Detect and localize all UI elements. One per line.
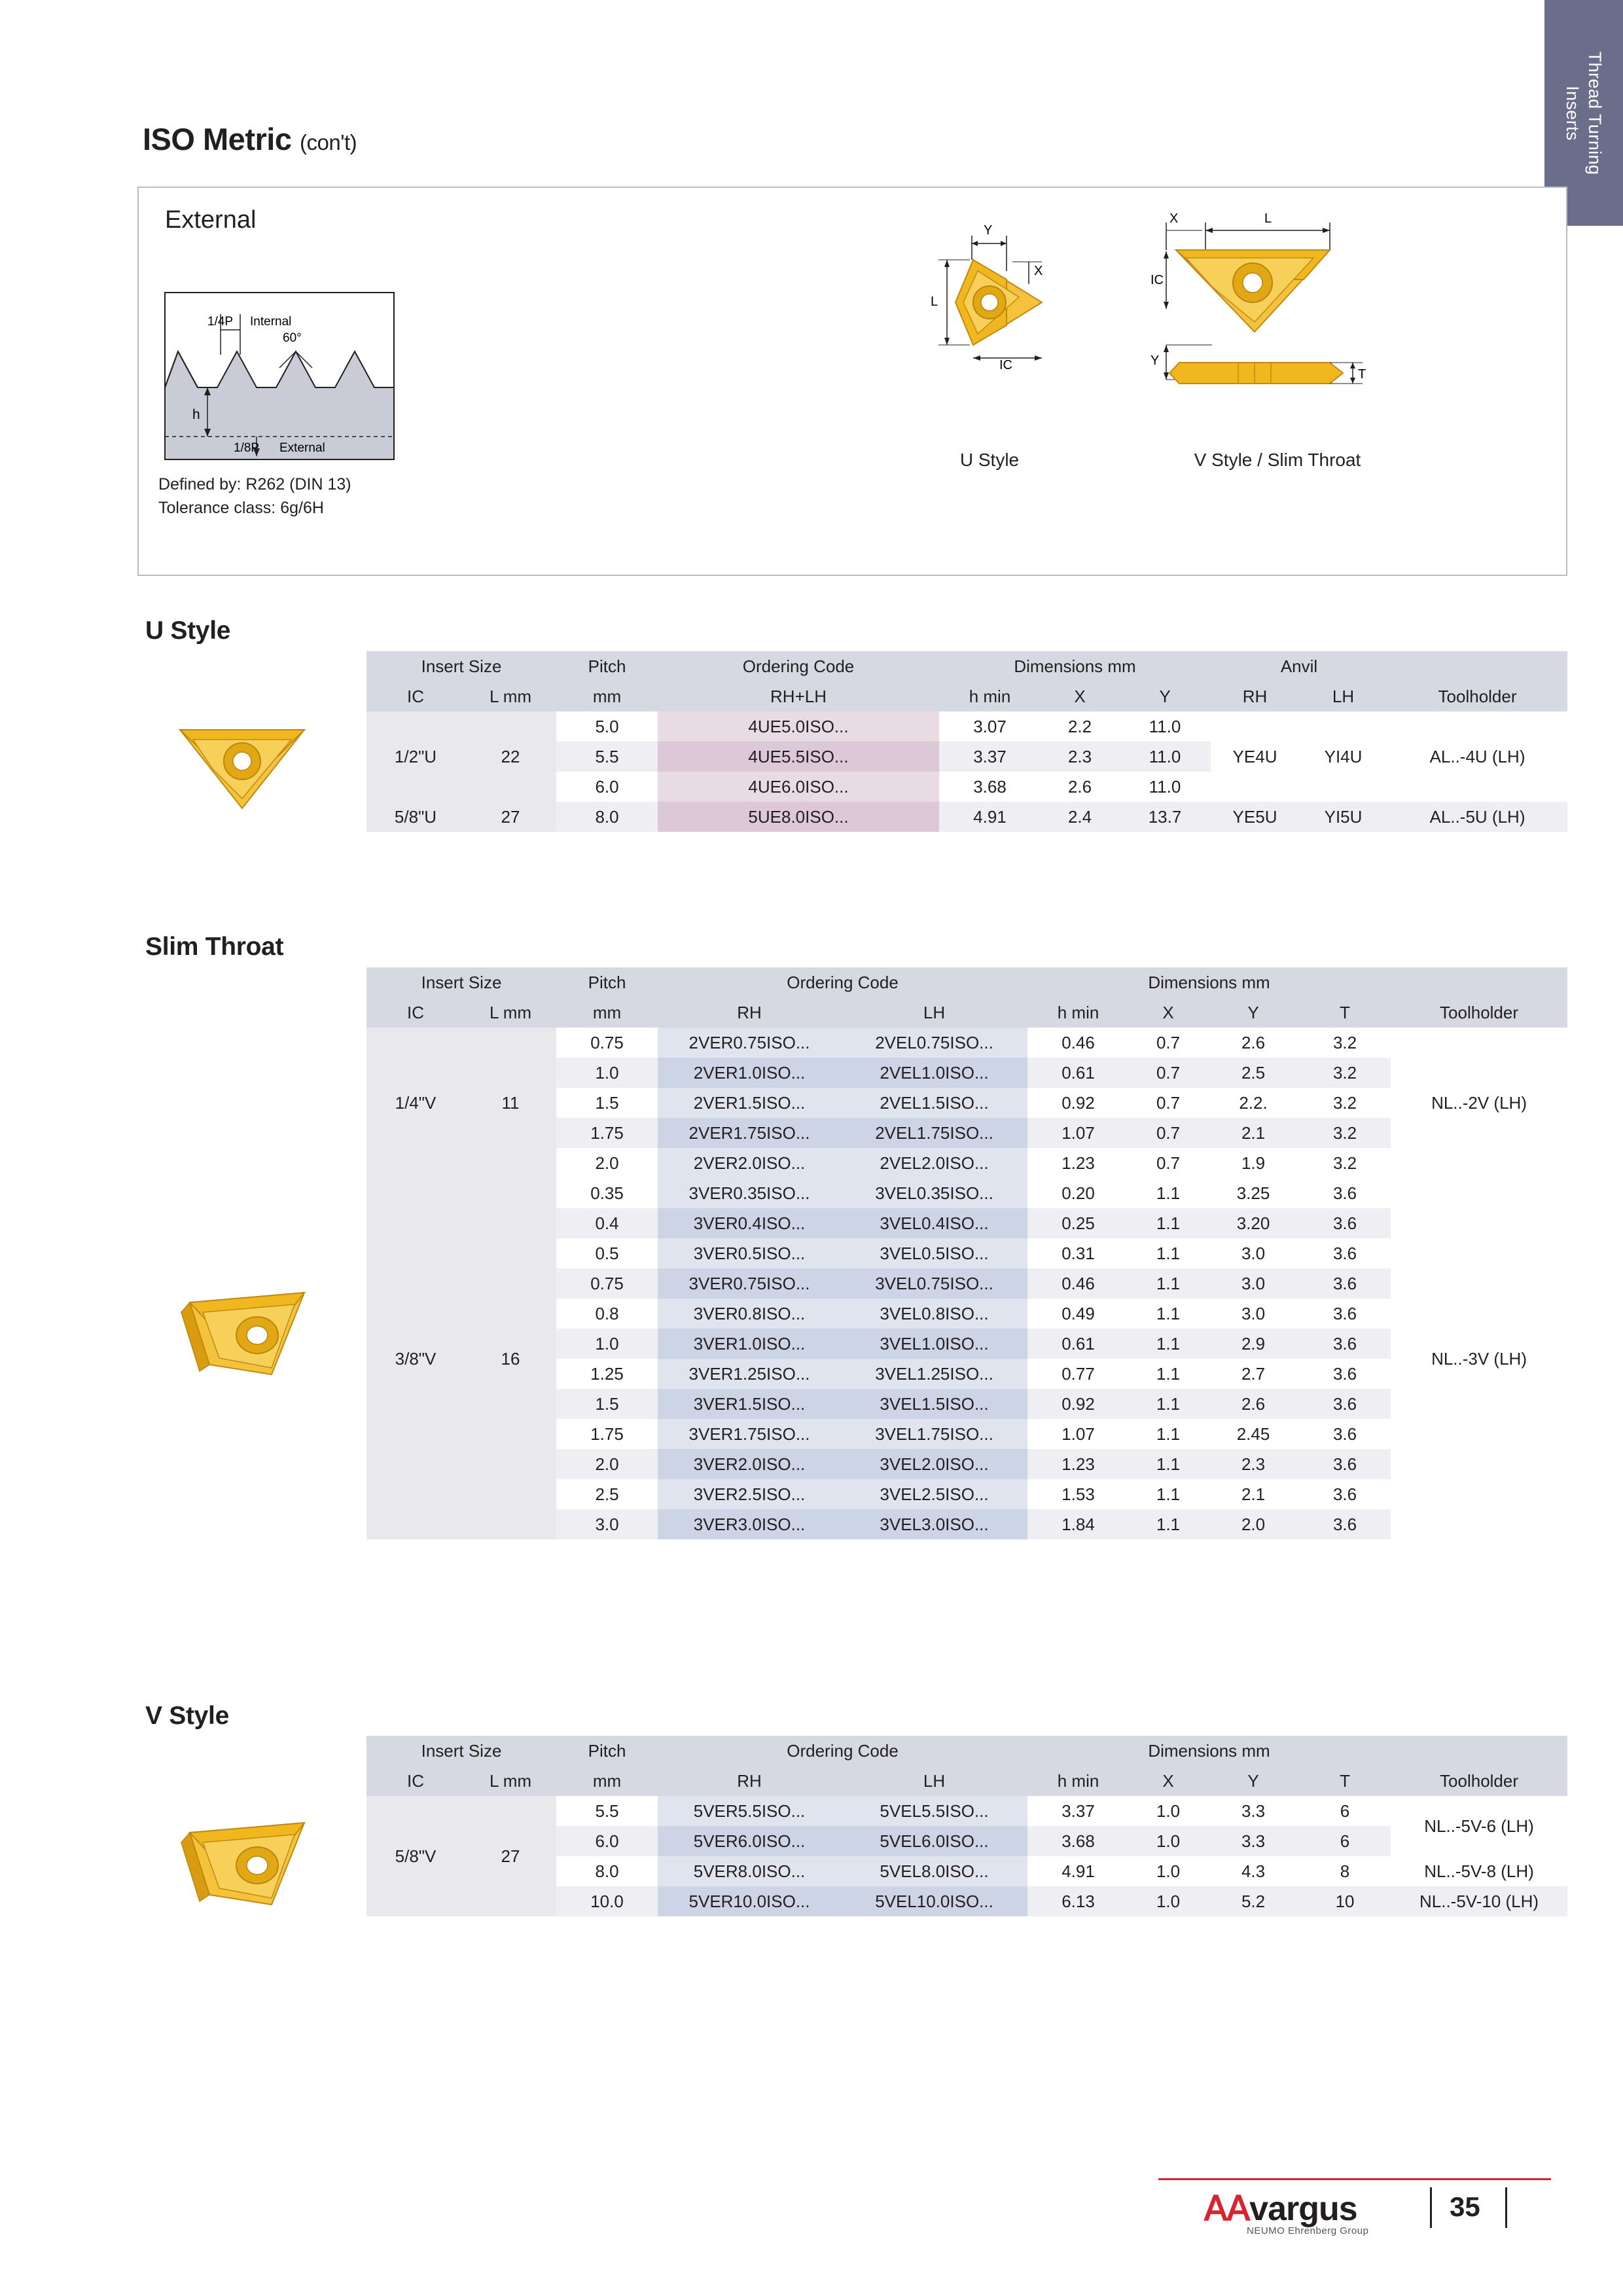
slim-g2-10-hmin: 1.53: [1061, 1484, 1095, 1504]
slim-g2-7-y: 2.6: [1241, 1393, 1266, 1414]
slim-g2-4-rh: 3VER0.8ISO...: [658, 1299, 841, 1329]
slim-g2-1-rh: 3VER0.4ISO...: [658, 1208, 841, 1238]
slim-throat-heading: Slim Throat: [145, 933, 284, 961]
slim-g2-7-hmin: 0.92: [1061, 1393, 1095, 1414]
slim-g2-6-pitch: 1.25: [590, 1363, 624, 1384]
slim-g1-2-x: 0.7: [1156, 1092, 1181, 1113]
v-3-y: 5.2: [1241, 1891, 1266, 1911]
u-r3-x: 2.4: [1067, 806, 1092, 827]
slim-g2-11-pitch: 3.0: [595, 1514, 619, 1534]
v-style-figure: [1140, 211, 1402, 430]
slim-g2-7-rh: 3VER1.5ISO...: [658, 1389, 841, 1419]
slim-g2-2-rh: 3VER0.5ISO...: [658, 1238, 841, 1268]
u-group-pitch: Pitch: [556, 651, 658, 681]
slim-g2-2-t: 3.6: [1332, 1243, 1357, 1263]
slim-g2-0-t: 3.6: [1332, 1183, 1357, 1203]
v-col-t: T: [1299, 1766, 1391, 1796]
slim-g1-1-y: 2.5: [1241, 1062, 1266, 1083]
svg-text:L: L: [931, 295, 938, 309]
u-r0-code: 4UE5.0ISO...: [658, 711, 939, 742]
slim-g2-6-lh: 3VEL1.25ISO...: [841, 1359, 1027, 1389]
slim-g2-0-rh: 3VER0.35ISO...: [658, 1178, 841, 1208]
slim-g2-4-pitch: 0.8: [595, 1303, 619, 1323]
slim-g2-0-lh: 3VEL0.35ISO...: [841, 1178, 1027, 1208]
side-tab-line2: Inserts: [1563, 85, 1582, 141]
slim-g2-3-hmin: 0.46: [1061, 1273, 1095, 1293]
slim-g1-l: 11: [465, 1028, 556, 1178]
u-col-lh: LH: [1299, 681, 1387, 711]
slim-g1-0-pitch: 0.75: [590, 1032, 624, 1052]
slim-g2-9-y: 2.3: [1241, 1454, 1266, 1474]
slim-col-y: Y: [1207, 997, 1299, 1028]
slim-col-ic: IC: [366, 997, 465, 1028]
slim-g2-8-y: 2.45: [1236, 1424, 1270, 1444]
slim-g2-3-x: 1.1: [1156, 1273, 1181, 1293]
slim-g2-11-rh: 3VER3.0ISO...: [658, 1509, 841, 1539]
slim-g1-1-x: 0.7: [1156, 1062, 1181, 1083]
v-group-insert-size: Insert Size: [366, 1736, 556, 1766]
slim-g1-1-lh: 2VEL1.0ISO...: [841, 1058, 1027, 1088]
page-title-sub: (con't): [300, 130, 357, 154]
slim-g2-4-t: 3.6: [1332, 1303, 1357, 1323]
v-group-blank: [1391, 1736, 1567, 1766]
slim-g2-10-rh: 3VER2.5ISO...: [658, 1479, 841, 1509]
slim-g2-l: 16: [465, 1178, 556, 1539]
slim-g1-3-y: 2.1: [1241, 1122, 1266, 1143]
u-col-y: Y: [1119, 681, 1211, 711]
v-tool-3: NL..-5V-10 (LH): [1419, 1891, 1539, 1911]
slim-g1-1-pitch: 1.0: [595, 1062, 619, 1083]
slim-g2-1-pitch: 0.4: [595, 1213, 619, 1233]
v-0-pitch: 5.5: [595, 1801, 619, 1821]
u-col-mm: mm: [556, 681, 658, 711]
v-col-mm: mm: [556, 1766, 658, 1796]
v-3-lh: 5VEL10.0ISO...: [841, 1886, 1027, 1916]
u-group-blank: [1387, 651, 1567, 681]
slim-g2-2-y: 3.0: [1241, 1243, 1266, 1263]
table-row: [366, 711, 1567, 742]
u-r2-code: 4UE6.0ISO...: [658, 772, 939, 802]
v-0-lh: 5VEL5.5ISO...: [841, 1796, 1027, 1826]
slim-g2-6-x: 1.1: [1156, 1363, 1181, 1384]
svg-text:h: h: [192, 407, 200, 422]
tolerance-line: Tolerance class: 6g/6H: [158, 499, 324, 517]
slim-g2-11-hmin: 1.84: [1061, 1514, 1095, 1534]
slim-g2-8-rh: 3VER1.75ISO...: [658, 1419, 841, 1449]
slim-g2-0-hmin: 0.20: [1061, 1183, 1095, 1203]
svg-text:X: X: [1169, 211, 1179, 226]
v-col-rh: RH: [658, 1766, 841, 1796]
slim-g2-7-t: 3.6: [1332, 1393, 1357, 1414]
svg-text:Y: Y: [1150, 353, 1160, 368]
slim-g2-6-t: 3.6: [1332, 1363, 1357, 1384]
u-r1-hmin: 3.37: [973, 746, 1007, 766]
u-r0-tool: AL..-4U (LH): [1429, 746, 1525, 766]
slim-g1-1-rh: 2VER1.0ISO...: [658, 1058, 841, 1088]
v-group-pitch: Pitch: [556, 1736, 658, 1766]
svg-text:Internal: Internal: [250, 315, 292, 329]
logo-text: vargus: [1249, 2190, 1357, 2228]
slim-g1-0-x: 0.7: [1156, 1032, 1181, 1052]
slim-g1-4-t: 3.2: [1332, 1153, 1357, 1173]
v-1-rh: 5VER6.0ISO...: [658, 1826, 841, 1856]
v-col-x: X: [1129, 1766, 1207, 1796]
v-col-lh: LH: [841, 1766, 1027, 1796]
svg-text:X: X: [1034, 264, 1043, 278]
u-r1-x: 2.3: [1067, 746, 1092, 766]
v-group-ordering-code: Ordering Code: [658, 1736, 1027, 1766]
slim-g1-3-t: 3.2: [1332, 1122, 1357, 1143]
v-col-hmin: h min: [1027, 1766, 1129, 1796]
slim-g1-2-pitch: 1.5: [595, 1092, 619, 1113]
v-col-ic: IC: [366, 1766, 465, 1796]
slim-g1-toolholder: NL..-2V (LH): [1431, 1092, 1527, 1113]
v-2-t: 8: [1340, 1861, 1350, 1881]
slim-g1-0-rh: 2VER0.75ISO...: [658, 1028, 841, 1058]
thread-profile-diagram: [158, 289, 401, 466]
slim-g1-0-lh: 2VEL0.75ISO...: [841, 1028, 1027, 1058]
slim-g2-2-hmin: 0.31: [1061, 1243, 1095, 1263]
v-col-l: L mm: [465, 1766, 556, 1796]
page-number-divider-right: [1505, 2187, 1507, 2228]
slim-g1-1-hmin: 0.61: [1061, 1062, 1095, 1083]
u-style-caption: U Style: [959, 450, 1020, 470]
u-r0-ic: 1/2"U: [366, 711, 465, 802]
slim-group-insert-size: Insert Size: [366, 967, 556, 997]
v-1-hmin: 3.68: [1061, 1831, 1095, 1851]
slim-g1-4-hmin: 1.23: [1061, 1153, 1095, 1173]
u-r3-tool: AL..-5U (LH): [1429, 806, 1525, 827]
v-1-y: 3.3: [1241, 1831, 1266, 1851]
u-r3-y: 13.7: [1148, 806, 1182, 827]
slim-g2-8-lh: 3VEL1.75ISO...: [841, 1419, 1027, 1449]
slim-g2-3-y: 3.0: [1241, 1273, 1266, 1293]
slim-group-pitch: Pitch: [556, 967, 658, 997]
slim-g1-0-y: 2.6: [1241, 1032, 1266, 1052]
u-r1-y: 11.0: [1149, 746, 1181, 766]
slim-g1-2-hmin: 0.92: [1061, 1092, 1095, 1113]
slim-g2-7-pitch: 1.5: [595, 1393, 619, 1414]
page-title-main: ISO Metric: [143, 122, 292, 156]
slim-g2-5-lh: 3VEL1.0ISO...: [841, 1329, 1027, 1359]
u-col-hmin: h min: [939, 681, 1041, 711]
slim-g1-3-lh: 2VEL1.75ISO...: [841, 1118, 1027, 1148]
v-0-hmin: 3.37: [1061, 1801, 1095, 1821]
u-style-heading: U Style: [145, 617, 231, 645]
u-col-toolholder: Toolholder: [1387, 681, 1567, 711]
u-r1-code: 4UE5.5ISO...: [658, 742, 939, 772]
slim-g1-4-x: 0.7: [1156, 1153, 1181, 1173]
slim-g1-4-pitch: 2.0: [595, 1153, 619, 1173]
v-table-header-row: [366, 1766, 1567, 1796]
slim-col-hmin: h min: [1027, 997, 1129, 1028]
v-style-insert-image: [173, 1797, 330, 1931]
svg-text:IC: IC: [1150, 273, 1164, 287]
slim-col-toolholder: Toolholder: [1391, 997, 1567, 1028]
slim-g2-1-lh: 3VEL0.4ISO...: [841, 1208, 1027, 1238]
v-col-y: Y: [1207, 1766, 1299, 1796]
u-r2-pitch: 6.0: [595, 776, 619, 797]
slim-g1-2-y: 2.2.: [1239, 1092, 1268, 1113]
slim-throat-insert-image: [173, 1266, 330, 1401]
slim-col-t: T: [1299, 997, 1391, 1028]
slim-g2-2-x: 1.1: [1156, 1243, 1181, 1263]
svg-text:1/8P: 1/8P: [234, 441, 260, 455]
slim-g2-9-rh: 3VER2.0ISO...: [658, 1449, 841, 1479]
u-r2-y: 11.0: [1149, 776, 1181, 797]
slim-g2-5-y: 2.9: [1241, 1333, 1266, 1354]
slim-g2-9-hmin: 1.23: [1061, 1454, 1095, 1474]
slim-g1-0-hmin: 0.46: [1061, 1032, 1095, 1052]
slim-group-ordering-code: Ordering Code: [658, 967, 1027, 997]
slim-g2-10-x: 1.1: [1156, 1484, 1181, 1504]
slim-g2-0-y: 3.25: [1236, 1183, 1270, 1203]
v-ic: 5/8"V: [366, 1796, 465, 1916]
slim-g2-7-x: 1.1: [1156, 1393, 1181, 1414]
v-table-group-header-row: [366, 1736, 1567, 1766]
slim-col-l: L mm: [465, 997, 556, 1028]
slim-g2-9-lh: 3VEL2.0ISO...: [841, 1449, 1027, 1479]
external-panel: [137, 187, 1567, 576]
v-3-pitch: 10.0: [590, 1891, 624, 1911]
slim-g1-1-t: 3.2: [1332, 1062, 1357, 1083]
u-r0-x: 2.2: [1067, 716, 1092, 736]
u-r3-l: 27: [465, 802, 556, 832]
slim-g2-10-pitch: 2.5: [595, 1484, 619, 1504]
slim-g2-0-x: 1.1: [1156, 1183, 1181, 1203]
v-l: 27: [465, 1796, 556, 1916]
table-row: [366, 1796, 1567, 1826]
v-0-y: 3.3: [1241, 1801, 1266, 1821]
u-group-insert-size: Insert Size: [366, 651, 556, 681]
u-r0-rh: YE4U: [1232, 746, 1277, 766]
v-group-dimensions: Dimensions mm: [1027, 1736, 1391, 1766]
page-title: [143, 121, 357, 157]
v-2-lh: 5VEL8.0ISO...: [841, 1856, 1027, 1886]
slim-g2-1-t: 3.6: [1332, 1213, 1357, 1233]
table-row: [366, 1028, 1567, 1058]
u-group-anvil: Anvil: [1211, 651, 1387, 681]
u-r1-pitch: 5.5: [595, 746, 619, 766]
slim-throat-table: [366, 967, 1567, 1539]
slim-g2-8-t: 3.6: [1332, 1424, 1357, 1444]
u-table-group-header-row: [366, 651, 1567, 681]
v-2-hmin: 4.91: [1061, 1861, 1095, 1881]
slim-g1-2-t: 3.2: [1332, 1092, 1357, 1113]
u-style-insert-image: [167, 704, 317, 825]
slim-g2-9-pitch: 2.0: [595, 1454, 619, 1474]
svg-text:IC: IC: [999, 358, 1012, 372]
u-r3-code: 5UE8.0ISO...: [658, 802, 939, 832]
slim-g2-11-t: 3.6: [1332, 1514, 1357, 1534]
slim-g2-6-hmin: 0.77: [1061, 1363, 1095, 1384]
slim-g2-8-x: 1.1: [1156, 1424, 1181, 1444]
u-r3-rh: YE5U: [1232, 806, 1277, 827]
v-2-x: 1.0: [1156, 1861, 1181, 1881]
slim-g2-1-x: 1.1: [1156, 1213, 1181, 1233]
slim-g2-4-lh: 3VEL0.8ISO...: [841, 1299, 1027, 1329]
slim-col-x: X: [1129, 997, 1207, 1028]
slim-g1-4-rh: 2VER2.0ISO...: [658, 1148, 841, 1178]
slim-g1-ic: 1/4"V: [366, 1028, 465, 1178]
v-2-rh: 5VER8.0ISO...: [658, 1856, 841, 1886]
footer-rule: [1158, 2178, 1551, 2180]
v-style-heading: V Style: [145, 1702, 229, 1730]
u-style-table: [366, 651, 1567, 832]
v-1-x: 1.0: [1156, 1831, 1181, 1851]
defined-by-text: [158, 473, 351, 520]
v-col-toolholder: Toolholder: [1391, 1766, 1567, 1796]
slim-g1-3-hmin: 1.07: [1061, 1122, 1095, 1143]
slim-g1-3-pitch: 1.75: [590, 1122, 624, 1143]
u-style-figure: [878, 224, 1101, 423]
u-r0-l: 22: [465, 711, 556, 802]
slim-g2-1-y: 3.20: [1236, 1213, 1270, 1233]
u-col-ic: IC: [366, 681, 465, 711]
v-3-x: 1.0: [1156, 1891, 1181, 1911]
slim-g1-2-rh: 2VER1.5ISO...: [658, 1088, 841, 1118]
slim-g2-11-y: 2.0: [1241, 1514, 1266, 1534]
svg-text:T: T: [1358, 367, 1366, 382]
slim-col-lh: LH: [841, 997, 1027, 1028]
slim-group-blank: [1391, 967, 1567, 997]
slim-g2-7-lh: 3VEL1.5ISO...: [841, 1389, 1027, 1419]
v-3-rh: 5VER10.0ISO...: [658, 1886, 841, 1916]
v-0-t: 6: [1340, 1801, 1350, 1821]
slim-g2-5-rh: 3VER1.0ISO...: [658, 1329, 841, 1359]
svg-text:1/4P: 1/4P: [207, 315, 234, 329]
slim-g2-10-lh: 3VEL2.5ISO...: [841, 1479, 1027, 1509]
slim-g2-4-x: 1.1: [1156, 1303, 1181, 1323]
slim-g2-5-hmin: 0.61: [1061, 1333, 1095, 1354]
slim-g2-ic: 3/8"V: [366, 1178, 465, 1539]
v-style-caption: V Style / Slim Throat: [1194, 450, 1361, 470]
slim-g2-1-hmin: 0.25: [1061, 1213, 1095, 1233]
slim-g2-0-pitch: 0.35: [590, 1183, 624, 1203]
v-3-t: 10: [1335, 1891, 1355, 1911]
slim-g2-10-y: 2.1: [1241, 1484, 1266, 1504]
u-r2-x: 2.6: [1067, 776, 1092, 797]
u-group-ordering-code: Ordering Code: [658, 651, 939, 681]
slim-g2-5-pitch: 1.0: [595, 1333, 619, 1354]
slim-g2-3-lh: 3VEL0.75ISO...: [841, 1268, 1027, 1299]
slim-g2-2-lh: 3VEL0.5ISO...: [841, 1238, 1027, 1268]
u-group-dimensions: Dimensions mm: [939, 651, 1211, 681]
slim-group-dimensions: Dimensions mm: [1027, 967, 1391, 997]
slim-g2-6-y: 2.7: [1241, 1363, 1266, 1384]
u-col-l: L mm: [465, 681, 556, 711]
u-col-x: X: [1041, 681, 1119, 711]
u-col-rh: RH: [1211, 681, 1299, 711]
slim-g2-9-t: 3.6: [1332, 1454, 1357, 1474]
svg-text:60°: 60°: [283, 331, 302, 345]
slim-g2-10-t: 3.6: [1332, 1484, 1357, 1504]
v-tool-0: NL..-5V-6 (LH): [1424, 1816, 1534, 1836]
page-number-divider: [1430, 2187, 1432, 2228]
u-r0-lh: YI4U: [1324, 746, 1363, 766]
slim-g1-0-t: 3.2: [1332, 1032, 1357, 1052]
slim-g1-4-y: 1.9: [1241, 1153, 1266, 1173]
v-tool-2: NL..-5V-8 (LH): [1424, 1861, 1534, 1881]
slim-g2-3-pitch: 0.75: [590, 1273, 624, 1293]
v-3-hmin: 6.13: [1061, 1891, 1095, 1911]
u-r2-hmin: 3.68: [973, 776, 1007, 797]
slim-g2-3-t: 3.6: [1332, 1273, 1357, 1293]
slim-g2-8-pitch: 1.75: [590, 1424, 624, 1444]
svg-text:Y: Y: [984, 224, 993, 238]
slim-table-group-header-row: [366, 967, 1567, 997]
side-tab-text: [1561, 51, 1606, 175]
slim-col-mm: mm: [556, 997, 658, 1028]
slim-g1-3-rh: 2VER1.75ISO...: [658, 1118, 841, 1148]
v-0-rh: 5VER5.5ISO...: [658, 1796, 841, 1826]
vargus-logo: [1204, 2189, 1357, 2229]
u-r3-lh: YI5U: [1324, 806, 1363, 827]
v-0-x: 1.0: [1156, 1801, 1181, 1821]
slim-g1-3-x: 0.7: [1156, 1122, 1181, 1143]
v-2-pitch: 8.0: [595, 1861, 619, 1881]
slim-g2-4-y: 3.0: [1241, 1303, 1266, 1323]
slim-g2-8-hmin: 1.07: [1061, 1424, 1095, 1444]
u-r0-y: 11.0: [1149, 716, 1181, 736]
u-table-header-row: [366, 681, 1567, 711]
slim-g2-11-lh: 3VEL3.0ISO...: [841, 1509, 1027, 1539]
logo-mark: 𝖠𝖠: [1204, 2190, 1250, 2228]
slim-table-header-row: [366, 997, 1567, 1028]
u-r3-pitch: 8.0: [595, 806, 619, 827]
slim-g2-9-x: 1.1: [1156, 1454, 1181, 1474]
u-r0-hmin: 3.07: [973, 716, 1007, 736]
slim-g2-4-hmin: 0.49: [1061, 1303, 1095, 1323]
slim-g2-2-pitch: 0.5: [595, 1243, 619, 1263]
u-col-rhlh: RH+LH: [658, 681, 939, 711]
slim-col-rh: RH: [658, 997, 841, 1028]
svg-text:External: External: [279, 441, 325, 455]
slim-g2-11-x: 1.1: [1156, 1514, 1181, 1534]
external-heading: External: [165, 206, 257, 234]
slim-g2-toolholder: NL..-3V (LH): [1431, 1348, 1527, 1369]
v-1-t: 6: [1340, 1831, 1350, 1851]
svg-text:L: L: [1264, 211, 1272, 226]
side-tab-line1: Thread Turning: [1585, 51, 1605, 175]
table-row: [366, 802, 1567, 832]
table-row: [366, 1178, 1567, 1208]
slim-g2-5-t: 3.6: [1332, 1333, 1357, 1354]
slim-g2-6-rh: 3VER1.25ISO...: [658, 1359, 841, 1389]
slim-g1-4-lh: 2VEL2.0ISO...: [841, 1148, 1027, 1178]
slim-g2-3-rh: 3VER0.75ISO...: [658, 1268, 841, 1299]
u-r3-hmin: 4.91: [973, 806, 1007, 827]
v-style-table: [366, 1736, 1567, 1916]
v-1-lh: 5VEL6.0ISO...: [841, 1826, 1027, 1856]
logo-subtitle: NEUMO Ehrenberg Group: [1247, 2225, 1369, 2236]
u-r0-pitch: 5.0: [595, 716, 619, 736]
defined-by-line: Defined by: R262 (DIN 13): [158, 475, 351, 493]
v-1-pitch: 6.0: [595, 1831, 619, 1851]
slim-g1-2-lh: 2VEL1.5ISO...: [841, 1088, 1027, 1118]
slim-g2-5-x: 1.1: [1156, 1333, 1181, 1354]
u-r3-ic: 5/8"U: [366, 802, 465, 832]
page-number: 35: [1450, 2191, 1480, 2222]
v-2-y: 4.3: [1241, 1861, 1266, 1881]
